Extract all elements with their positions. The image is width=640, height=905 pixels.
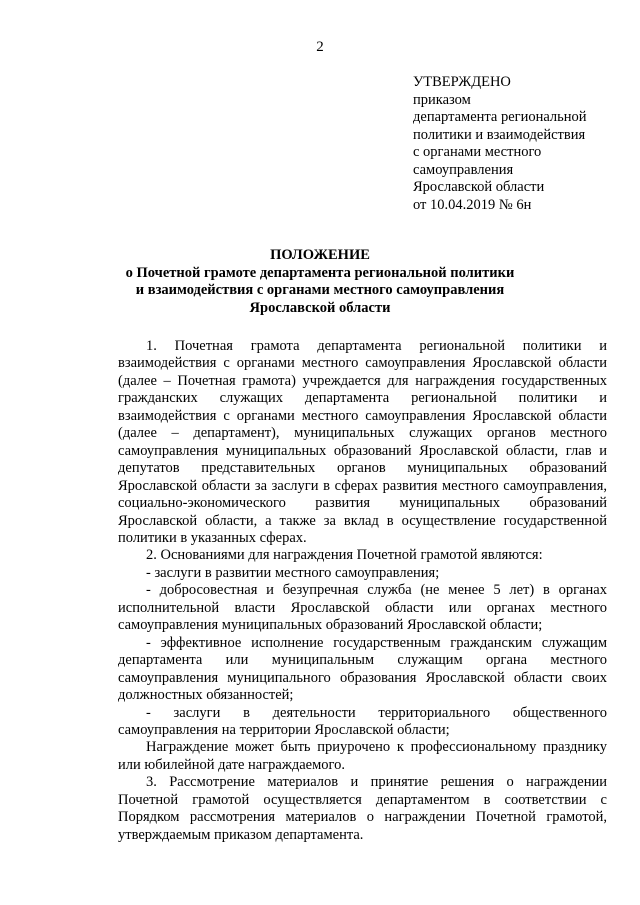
approval-line: Ярославской области: [413, 179, 545, 195]
title-line: и взаимодействия с органами местного самоуправления: [135, 282, 505, 298]
list-item: - заслуги в деятельности территориального общественного самоуправления на территории Ярославской области;: [118, 704, 607, 738]
page-number: 2: [316, 39, 324, 55]
title-line: о Почетной грамоте департамента региональной политики: [125, 264, 515, 281]
approval-line: с органами местного: [413, 144, 542, 160]
list-item: - эффективное исполнение государственным гражданским служащим департамента или муниципальным служащим органа местного самоуправления муниципального образования Ярославской области своих должностных обязанностей;: [118, 634, 607, 704]
title-line: ПОЛОЖЕНИЕ: [270, 247, 370, 263]
document-body: [118, 338, 607, 844]
paragraph: 1. Почетная грамота департамента региональной политики и взаимодействия с органами местного самоуправления Ярославской области (далее – Почетная грамота) учреждается для награждения государственных гражданских служащих департамента региональной политики и взаимодействия с органами местного самоуправления Ярославской области (далее – департамент), муниципальных служащих органов местного самоуправления муниципальных образований Ярославской области, глав и депутатов представительных органов муниципальных образований Ярославской области за заслуги в сферах развития местного самоуправления, социально-экономического развития муниципальных образований Ярославской области, а также за вклад в осуществление государственной политики в указанных сферах.: [118, 338, 607, 546]
approval-line: политики и взаимодействия: [413, 126, 586, 143]
list-item: - добросовестная и безупречная служба (не менее 5 лет) в органах исполнительной власти Ярославской области или органах местного самоуправления муниципальных образований Ярославской области;: [118, 582, 607, 634]
approval-line: самоуправления: [413, 161, 514, 178]
title-line: Ярославской области: [249, 299, 391, 316]
paragraph: Награждение может быть приурочено к профессиональному празднику или юбилейной дате награждаемого.: [118, 739, 607, 773]
list-item: - заслуги в развитии местного самоуправления;: [146, 564, 440, 581]
approval-stamp: [413, 74, 623, 214]
paragraph: 3. Рассмотрение материалов и принятие решения о награждении Почетной грамотой осуществляется департаментом в соответствии с Порядком рассмотрения материалов о награждении Почетной грамотой, утверждаемым приказом департамента.: [118, 774, 607, 843]
approval-line: УТВЕРЖДЕНО: [413, 74, 511, 90]
approval-line: от 10.04.2019 № 6н: [413, 196, 532, 213]
approval-line: приказом: [413, 91, 471, 108]
document-title: [100, 247, 540, 317]
paragraph: 2. Основаниями для награждения Почетной грамотой являются:: [146, 547, 543, 564]
approval-line: департамента региональной: [413, 109, 587, 125]
